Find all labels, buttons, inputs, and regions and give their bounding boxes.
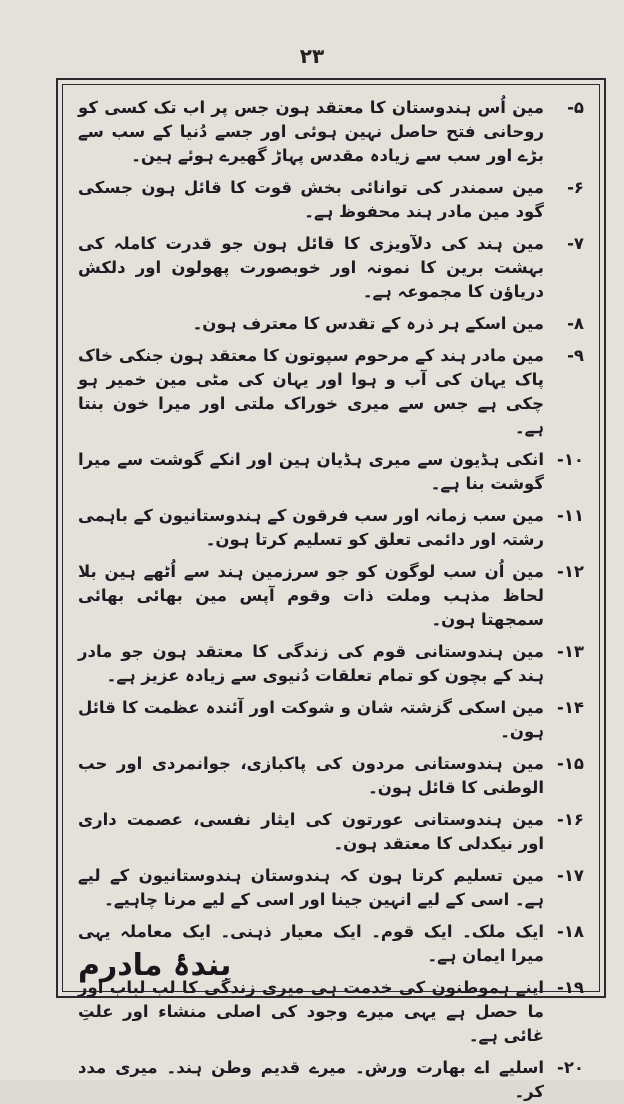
pledge-item-16 [78, 808, 584, 856]
pledge-number: ۱۱- [556, 506, 584, 525]
pledge-list [78, 96, 584, 1101]
pledge-item-15 [78, 752, 584, 800]
pledge-number: ۶- [567, 178, 584, 197]
pledge-text: مین ہندوستانی عورتون کی ایثار نفسی، عصمت داری اور نیکدلی کا معتقد ہون۔ [78, 810, 544, 853]
pledge-text: اسلیے اے بھارت ورش۔ میرے قدیم وطن ہند۔ میری مدد کر۔ [78, 1058, 544, 1101]
pledge-item-10 [78, 448, 584, 496]
pledge-item-6 [78, 176, 584, 224]
pledge-item-17 [78, 864, 584, 912]
pledge-item-13 [78, 640, 584, 688]
pledge-item-9 [78, 344, 584, 440]
pledge-text: مین اُن سب لوگون کو جو سرزمین ہند سے اُٹھے ہین بلا لحاظ مذہب وملت ذات وقوم آپس مین بھائی بھائی سمجھتا ہون۔ [78, 562, 544, 629]
pledge-text: مین ہند کی دلآویزی کا قائل ہون جو قدرت کاملہ کی بہشت برین کا نمونہ اور خوبصورت پھولون اور دلکش دریاؤن کا مجموعہ ہے۔ [78, 234, 544, 301]
pledge-number: ۱۵- [556, 754, 584, 773]
pledge-text: مین اُس ہندوستان کا معتقد ہون جس پر اب تک کسی کو روحانی فتح حاصل نہین ہوئی اور جسے دُنیا کے سب سے بڑے اور سب سے زیادہ مقدس پہاڑ گھیرے ہوئے ہین۔ [78, 98, 544, 165]
signature: بندۂ مادرم [78, 948, 232, 983]
page-number: ۲۳ [299, 44, 325, 68]
pledge-text: انکی ہڈیون سے میری ہڈیان ہین اور انکے گوشت سے میرا گوشت بنا ہے۔ [78, 450, 544, 493]
pledge-text: مین تسلیم کرتا ہون کہ ہندوستان ہندوستانیون کے لیے ہے۔ اسی کے لیے انہین جینا اور اسی کے لیے مرنا چاہیے۔ [78, 866, 544, 909]
pledge-number: ۵- [567, 98, 584, 117]
pledge-number: ۸- [567, 314, 584, 333]
pledge-number: ۱۲- [556, 562, 584, 581]
pledge-number: ۱۰- [556, 450, 584, 469]
pledge-item-5 [78, 96, 584, 168]
pledge-number: ۱۹- [556, 978, 584, 997]
pledge-number: ۷- [567, 234, 584, 253]
pledge-text: اپنے ہموطنون کی خدمت ہی میری زندگی کا لب لباب اور ما حصل ہے یہی میرے وجود کی اصلی منشاء اور علتِ غائی ہے۔ [78, 978, 544, 1045]
pledge-number: ۱۷- [556, 866, 584, 885]
pledge-number: ۱۴- [556, 698, 584, 717]
pledge-number: ۱۶- [556, 810, 584, 829]
pledge-text: ایک ملک۔ ایک قوم۔ ایک معیار ذہنی۔ ایک معاملہ یہی میرا ایمان ہے۔ [78, 922, 544, 965]
pledge-item-14 [78, 696, 584, 744]
pledge-number: ۹- [567, 346, 584, 365]
pledge-text: مین اسکے ہر ذرہ کے تقدس کا معترف ہون۔ [192, 314, 544, 333]
pledge-text: مین مادر ہند کے مرحوم سپوتون کا معتقد ہون جنکی خاک پاک یہان کی آب و ہوا اور یہان کی مٹی مین خمیر ہو چکی ہے جس سے میری خوراک ملتی اور میرا خون بنتا ہے۔ [78, 346, 544, 437]
pledge-number: ۱۳- [556, 642, 584, 661]
pledge-item-11 [78, 504, 584, 552]
pledge-item-7 [78, 232, 584, 304]
pledge-item-12 [78, 560, 584, 632]
pledge-number: ۱۸- [556, 922, 584, 941]
pledge-text: مین ہندوستانی مردون کی پاکبازی، جوانمردی اور حب الوطنی کا قائل ہون۔ [78, 754, 544, 797]
pledge-number: ۲۰- [556, 1058, 584, 1077]
pledge-text: مین ہندوستانی قوم کی زندگی کا معتقد ہون جو مادر ہند کے بچون کو تمام تعلقات دُنیوی سے زیادہ عزیز ہے۔ [78, 642, 544, 685]
pledge-item-20 [78, 1056, 584, 1104]
pledge-item-8 [78, 312, 584, 336]
pledge-text: مین اسکی گزشتہ شان و شوکت اور آئندہ عظمت کا قائل ہون۔ [78, 698, 544, 741]
pledge-text: مین سمندر کی توانائی بخش قوت کا قائل ہون جسکی گود مین مادر ہند محفوظ ہے۔ [78, 178, 544, 221]
pledge-text: مین سب زمانہ اور سب فرقون کے ہندوستانیون کے باہمی رشتہ اور دائمی تعلق کو تسلیم کرتا ہون۔ [78, 506, 544, 549]
pledge-item-19 [78, 976, 584, 1048]
